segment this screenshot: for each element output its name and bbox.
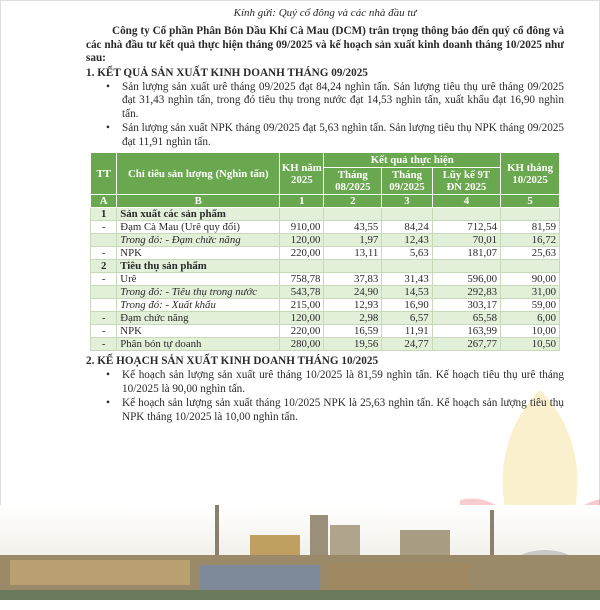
bullet: • Kế hoạch sản lượng sản xuất tháng 10/2025 NPK là 25,63 nghìn tấn. Kế hoạch sản lượng tiêu thụ NPK tháng 10/2025 là 10,00 nghìn tấn.: [106, 397, 564, 424]
col-target: Chỉ tiêu sản lượng (Nghìn tấn): [117, 153, 280, 195]
row-number: 2: [91, 260, 117, 273]
index-cell: 1: [280, 195, 324, 208]
index-cell: A: [91, 195, 117, 208]
row-value: 12,43: [382, 234, 432, 247]
row-value: 10,50: [501, 338, 560, 351]
row-value: 280,00: [280, 338, 324, 351]
table-row: [91, 299, 560, 312]
table-row: [91, 286, 560, 299]
row-value: 163,99: [432, 325, 500, 338]
row-value: 84,24: [382, 221, 432, 234]
row-number: -: [91, 247, 117, 260]
row-value: [324, 260, 382, 273]
row-value: 1,97: [324, 234, 382, 247]
row-label: Trong đó: - Xuất khẩu: [117, 299, 280, 312]
results-table: [90, 152, 560, 351]
row-number: -: [91, 221, 117, 234]
row-value: 11,91: [382, 325, 432, 338]
row-number: -: [91, 312, 117, 325]
row-value: 120,00: [280, 234, 324, 247]
row-value: 6,57: [382, 312, 432, 325]
table-row: [91, 247, 560, 260]
table-row: [91, 338, 560, 351]
index-cell: 5: [501, 195, 560, 208]
row-value: 543,78: [280, 286, 324, 299]
col-plan-year: KH năm 2025: [280, 153, 324, 195]
row-value: [280, 208, 324, 221]
col-result-group: Kết quả thực hiện: [324, 153, 501, 168]
row-value: 19,56: [324, 338, 382, 351]
col-tt: TT: [91, 153, 117, 195]
row-value: 292,83: [432, 286, 500, 299]
row-value: 12,93: [324, 299, 382, 312]
row-value: [501, 208, 560, 221]
row-value: 2,98: [324, 312, 382, 325]
section-1-title: 1. KẾT QUẢ SẢN XUẤT KINH DOANH THÁNG 09/2025: [86, 66, 368, 79]
row-value: 16,59: [324, 325, 382, 338]
row-value: [382, 208, 432, 221]
row-value: 31,43: [382, 273, 432, 286]
row-value: 267,77: [432, 338, 500, 351]
row-value: 596,00: [432, 273, 500, 286]
row-value: 24,90: [324, 286, 382, 299]
row-value: 220,00: [280, 325, 324, 338]
col-ytd: Lũy kế 9T ĐN 2025: [432, 168, 500, 195]
row-number: -: [91, 338, 117, 351]
row-label: NPK: [117, 325, 280, 338]
row-value: 181,07: [432, 247, 500, 260]
row-value: 6,00: [501, 312, 560, 325]
section-2-title: 2. KẾ HOẠCH SẢN XUẤT KINH DOANH THÁNG 10/2025: [86, 355, 379, 368]
index-cell: B: [117, 195, 280, 208]
row-label: Urê: [117, 273, 280, 286]
row-number: -: [91, 273, 117, 286]
table-row: [91, 312, 560, 325]
table-row: [91, 273, 560, 286]
row-value: 910,00: [280, 221, 324, 234]
row-value: 24,77: [382, 338, 432, 351]
bullet: • Kế hoạch sản lượng sản xuất urê tháng 10/2025 là 81,59 nghìn tấn. Kế hoạch tiêu thụ urê tháng 10/2025 là 90,00 nghìn tấn.: [106, 369, 564, 396]
row-label: Trong đó: - Tiêu thụ trong nước: [117, 286, 280, 299]
row-value: 25,63: [501, 247, 560, 260]
row-value: 59,00: [501, 299, 560, 312]
row-value: 81,59: [501, 221, 560, 234]
row-value: 65,58: [432, 312, 500, 325]
row-value: 5,63: [382, 247, 432, 260]
row-label: Phân bón tự doanh: [117, 338, 280, 351]
announcement: [86, 0, 564, 424]
row-label: Trong đó: - Đạm chức năng: [117, 234, 280, 247]
row-value: 16,90: [382, 299, 432, 312]
table-row: [91, 234, 560, 247]
row-number: 1: [91, 208, 117, 221]
row-value: 712,54: [432, 221, 500, 234]
index-cell: 3: [382, 195, 432, 208]
row-label: Sản xuất các sản phẩm: [117, 208, 280, 221]
row-number: [91, 299, 117, 312]
row-value: 43,55: [324, 221, 382, 234]
index-cell: 2: [324, 195, 382, 208]
row-value: 215,00: [280, 299, 324, 312]
row-number: -: [91, 325, 117, 338]
row-label: Đạm Cà Mau (Urê quy đổi): [117, 221, 280, 234]
row-label: Đạm chức năng: [117, 312, 280, 325]
row-value: 31,00: [501, 286, 560, 299]
row-value: [280, 260, 324, 273]
col-plan-month: KH tháng 10/2025: [501, 153, 560, 195]
row-number: [91, 234, 117, 247]
row-value: 14,53: [382, 286, 432, 299]
row-value: 70,01: [432, 234, 500, 247]
table-row: [91, 260, 560, 273]
row-value: 16,72: [501, 234, 560, 247]
row-value: 303,17: [432, 299, 500, 312]
table-row: [91, 325, 560, 338]
row-value: [432, 208, 500, 221]
row-value: 90,00: [501, 273, 560, 286]
factory-image: [0, 505, 600, 600]
table-row: [91, 221, 560, 234]
row-value: 758,78: [280, 273, 324, 286]
col-m08: Tháng 08/2025: [324, 168, 382, 195]
row-number: [91, 286, 117, 299]
row-value: [324, 208, 382, 221]
row-value: [382, 260, 432, 273]
section-2-bullets: [106, 369, 564, 424]
table-row: [91, 208, 560, 221]
col-m09: Tháng 09/2025: [382, 168, 432, 195]
bullet: • Sản lượng sản xuất urê tháng 09/2025 đạt 84,24 nghìn tấn. Sản lượng tiêu thụ urê tháng 09/2025 đạt 31,43 nghìn tấn, trong đó tiêu thụ trong nước đạt 14,53 nghìn tấn, xuất khẩu đạt 16,90 nghìn tấn.: [106, 81, 564, 121]
row-label: Tiêu thụ sản phẩm: [117, 260, 280, 273]
row-label: NPK: [117, 247, 280, 260]
intro-paragraph: Công ty Cổ phần Phân Bón Dầu Khí Cà Mau (DCM) trân trọng thông báo đến quý cổ đông và các nhà đầu tư kết quả thực hiện tháng 09/2025 và kế hoạch sản xuất kinh doanh tháng 10/2025 như sau:: [86, 25, 564, 65]
greeting: Kính gửi: Quý cổ đông và các nhà đầu tư: [233, 7, 417, 19]
row-value: 13,11: [324, 247, 382, 260]
row-value: [501, 260, 560, 273]
row-value: 220,00: [280, 247, 324, 260]
row-value: 10,00: [501, 325, 560, 338]
row-value: 37,83: [324, 273, 382, 286]
index-cell: 4: [432, 195, 500, 208]
row-value: 120,00: [280, 312, 324, 325]
row-value: [432, 260, 500, 273]
section-1-bullets: [106, 81, 564, 149]
bullet: • Sản lượng sản xuất NPK tháng 09/2025 đạt 5,63 nghìn tấn. Sản lượng tiêu thụ NPK tháng 09/2025 đạt 11,91 nghìn tấn.: [106, 122, 564, 149]
